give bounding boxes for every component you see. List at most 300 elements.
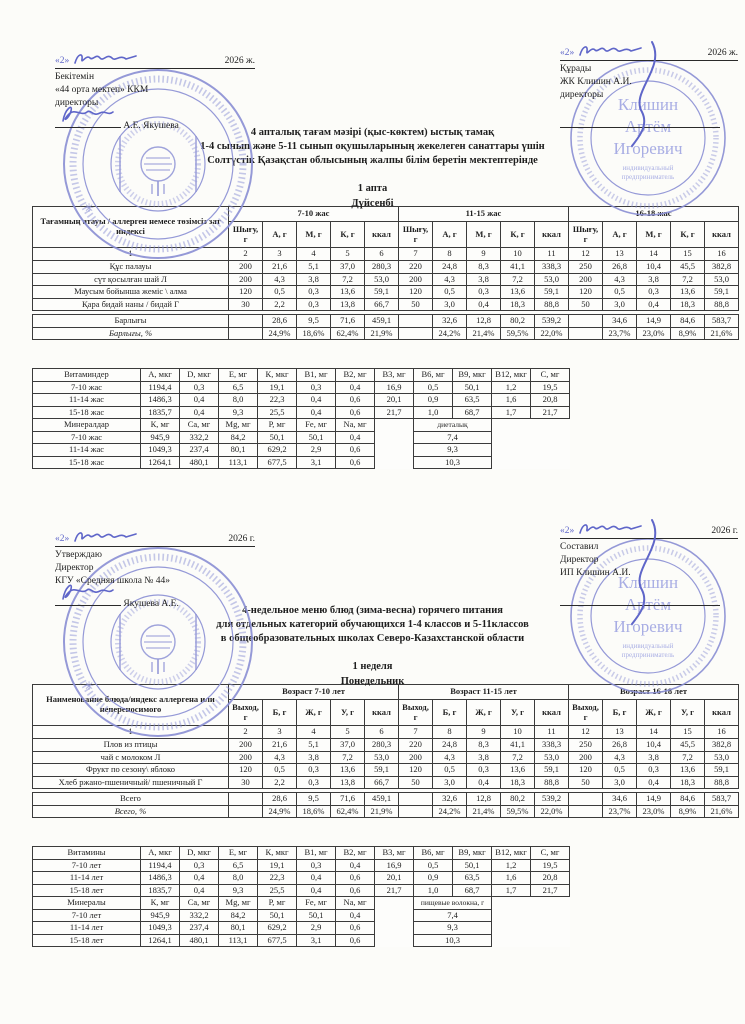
approval-line-3: КГУ «Средняя школа № 44»: [55, 575, 170, 586]
nutrient-col-header: М, г: [467, 222, 501, 248]
totals-percent-row-value: 23,7%: [603, 805, 637, 818]
spacer: [375, 444, 414, 457]
dish-value: 0,4: [467, 776, 501, 789]
week-label: 1 неделя: [352, 660, 393, 672]
mineral-value: 629,2: [258, 922, 297, 935]
vitamin-value: 50,1: [453, 859, 492, 872]
dish-value: 3,0: [603, 776, 637, 789]
dish-value: 5,1: [297, 739, 331, 752]
spacer: [375, 934, 414, 947]
totals-percent-row-value: 23,7%: [603, 327, 637, 340]
vitamin-row: [33, 884, 570, 897]
approval-signer-name: Якушева А.Е.: [123, 599, 179, 610]
fiber-value: 10,3: [414, 934, 492, 947]
minerals-header-row: [33, 897, 570, 910]
dish-value: 59,1: [365, 286, 399, 299]
menu-row: [33, 286, 739, 299]
dish-value: 50: [399, 298, 433, 311]
dish-value: 7,2: [331, 273, 365, 286]
title-line-2: для отдельных категорий обучающихся 1-4 классов и 5-11классов: [216, 619, 529, 631]
dish-value: 3,0: [433, 776, 467, 789]
dish-name: Құс палауы: [33, 261, 229, 274]
vitamin-col-header: Е, мг: [219, 369, 258, 382]
dish-value: 8,3: [467, 739, 501, 752]
spacer: [375, 419, 414, 432]
vitamin-value: 1835,7: [141, 406, 180, 419]
approval-date-day: «2»: [55, 56, 70, 67]
vitamin-value: 22,3: [258, 872, 297, 885]
vitamin-value: 0,3: [180, 859, 219, 872]
column-number: 8: [433, 248, 467, 261]
composer-line-2: ЖК Клишин А.И.: [560, 76, 632, 87]
dish-name: Плов из птицы: [33, 739, 229, 752]
menu-row: [33, 261, 739, 274]
minerals-header: Минералы: [33, 897, 141, 910]
spacer: [375, 456, 414, 469]
mineral-value: 1264,1: [141, 456, 180, 469]
vitamin-value: 0,3: [297, 381, 336, 394]
vitamin-value: 1194,4: [141, 381, 180, 394]
nutrients-table: [32, 846, 570, 947]
totals-row-value: 539,2: [535, 315, 569, 328]
dish-value: 250: [569, 261, 603, 274]
dish-name: сүт қосылған шай Л: [33, 273, 229, 286]
dish-value: 50: [569, 776, 603, 789]
dish-value: 0,3: [467, 764, 501, 777]
composer-date-day: «2»: [560, 526, 575, 537]
totals-row-value: [399, 793, 433, 806]
dish-value: 338,3: [535, 261, 569, 274]
nutrient-col-header: Выход, г: [229, 700, 263, 726]
nutrient-col-header: К, г: [331, 222, 365, 248]
totals-row-value: [229, 793, 263, 806]
nutrient-col-header: М, г: [297, 222, 331, 248]
totals-row-value: 32,6: [433, 315, 467, 328]
totals-percent-row-label: Всего, %: [33, 805, 229, 818]
dish-value: 45,5: [671, 261, 705, 274]
stamp-name-line-3: Игоревич: [613, 139, 683, 158]
signature-flourish-scribble: [612, 516, 672, 628]
mineral-value: 80,1: [219, 922, 258, 935]
vitamin-value: 21,7: [375, 406, 414, 419]
vitamin-col-header: В9, мкг: [453, 369, 492, 382]
dish-value: 280,3: [365, 739, 399, 752]
menu-row: [33, 764, 739, 777]
totals-percent-row-value: 62,4%: [331, 805, 365, 818]
mineral-col-header: К, мг: [141, 897, 180, 910]
vitamin-value: 0,9: [414, 872, 453, 885]
vitamin-value: 0,6: [336, 884, 375, 897]
vitamin-value: 19,5: [531, 381, 570, 394]
dish-value: 0,4: [467, 298, 501, 311]
handwritten-month-scribble: [72, 528, 142, 546]
mineral-value: 84,2: [219, 431, 258, 444]
dish-name: Маусым бойынша жеміс \ алма: [33, 286, 229, 299]
approval-block: [55, 528, 255, 611]
age-group-header: 7-10 жас: [229, 207, 399, 222]
nutrient-col-header: К, г: [501, 222, 535, 248]
minerals-header-row: [33, 419, 570, 432]
column-number: 2: [229, 726, 263, 739]
stamp-subtitle-line-1: индивидуальный: [622, 642, 674, 650]
vitamin-col-header: В1, мг: [297, 369, 336, 382]
vitamin-col-header: В6, мг: [414, 369, 453, 382]
dish-value: 0,3: [297, 776, 331, 789]
column-number: 11: [535, 248, 569, 261]
dish-value: 0,3: [297, 298, 331, 311]
column-number: 11: [535, 726, 569, 739]
dish-name: Хлеб ржано-пшеничный/ пшеничный Г: [33, 776, 229, 789]
totals-row-value: 459,1: [365, 315, 399, 328]
spacer: [492, 909, 531, 922]
spacer: [375, 909, 414, 922]
vitamin-value: 1486,3: [141, 394, 180, 407]
totals-percent-row-value: 21,9%: [365, 805, 399, 818]
age-row-label: 7-10 жас: [33, 431, 141, 444]
mineral-col-header: Mg, мг: [219, 897, 258, 910]
totals-row-value: 539,2: [535, 793, 569, 806]
fiber-value: 7,4: [414, 431, 492, 444]
nutrient-col-header: ккал: [365, 222, 399, 248]
vitamin-value: 0,4: [180, 872, 219, 885]
vitamin-value: 20,8: [531, 872, 570, 885]
dish-value: 0,4: [637, 776, 671, 789]
totals-row-value: 14,9: [637, 315, 671, 328]
menu-row: [33, 273, 739, 286]
dish-value: 13,8: [331, 776, 365, 789]
dish-value: 200: [399, 751, 433, 764]
dish-value: 18,3: [501, 298, 535, 311]
vitamin-value: 0,3: [180, 381, 219, 394]
mineral-col-header: Fe, мг: [297, 419, 336, 432]
approval-date-year: 2026 г.: [228, 534, 255, 545]
vitamin-col-header: D, мкг: [180, 369, 219, 382]
age-row-label: 7-10 жас: [33, 381, 141, 394]
mineral-row: [33, 922, 570, 935]
dish-value: 7,2: [331, 751, 365, 764]
vitamin-value: 0,4: [336, 381, 375, 394]
dish-value: 66,7: [365, 776, 399, 789]
column-number: 14: [637, 248, 671, 261]
dish-value: 26,8: [603, 739, 637, 752]
spacer: [492, 922, 531, 935]
age-row-label: 15-18 жас: [33, 456, 141, 469]
column-number: 5: [331, 248, 365, 261]
title-line-1: 4 апталық тағам мәзірі (қыс-көктем) ыстық тамақ: [250, 127, 495, 138]
dish-value: 13,6: [501, 764, 535, 777]
dish-value: 5,1: [297, 261, 331, 274]
dish-value: 120: [399, 764, 433, 777]
composer-date-day: «2»: [560, 48, 575, 59]
stamp-name-line-1: Клишин: [617, 95, 679, 114]
dish-value: 18,3: [671, 776, 705, 789]
dish-value: 59,1: [535, 764, 569, 777]
totals-row: [33, 315, 739, 328]
dish-value: 50: [399, 776, 433, 789]
dish-value: 13,6: [501, 286, 535, 299]
mineral-row: [33, 934, 570, 947]
vitamin-value: 6,5: [219, 381, 258, 394]
nutrient-col-header: ккал: [705, 222, 739, 248]
composer-line-3: директоры: [560, 89, 604, 100]
composer-line-1: Составил: [560, 542, 599, 552]
dish-value: 2,2: [263, 776, 297, 789]
vitamin-col-header: А, мкг: [141, 369, 180, 382]
totals-row-value: 80,2: [501, 315, 535, 328]
title-line-1: 4-недельное меню блюд (зима-весна) горячего питания: [242, 605, 503, 616]
totals-row-value: 583,7: [705, 315, 739, 328]
stamp-name-line-2: Артём: [624, 595, 672, 614]
mineral-value: 945,9: [141, 431, 180, 444]
mineral-col-header: Na, мг: [336, 897, 375, 910]
age-row-label: 11-14 лет: [33, 872, 141, 885]
totals-percent-row-label: Барлығы, %: [33, 327, 229, 340]
mineral-col-header: Са, мг: [180, 419, 219, 432]
vitamin-value: 19,1: [258, 381, 297, 394]
totals-percent-row-value: [229, 327, 263, 340]
nutrient-col-header: У, г: [671, 700, 705, 726]
vitamin-value: 20,8: [531, 394, 570, 407]
spacer: [492, 444, 531, 457]
mineral-value: 0,6: [336, 922, 375, 935]
vitamin-value: 1,0: [414, 406, 453, 419]
column-number: 9: [467, 248, 501, 261]
vitamins-header: Витаминдер: [33, 369, 141, 382]
approval-line-3: директоры: [55, 97, 99, 108]
dish-value: 7,2: [501, 273, 535, 286]
menu-row: [33, 739, 739, 752]
totals-percent-row-value: 24,2%: [433, 327, 467, 340]
vitamin-value: 1835,7: [141, 884, 180, 897]
spacer: [375, 431, 414, 444]
mineral-value: 677,5: [258, 456, 297, 469]
column-number: 6: [365, 726, 399, 739]
vitamin-value: 0,4: [297, 394, 336, 407]
spacer: [531, 444, 570, 457]
vitamin-col-header: В1, мг: [297, 847, 336, 860]
vitamins-header-row: [33, 369, 570, 382]
vitamin-value: 0,4: [180, 884, 219, 897]
vitamin-col-header: В2, мг: [336, 847, 375, 860]
spacer: [531, 431, 570, 444]
mineral-value: 332,2: [180, 909, 219, 922]
totals-row-value: 583,7: [705, 793, 739, 806]
vitamin-col-header: С, мг: [531, 847, 570, 860]
dish-value: 4,3: [603, 273, 637, 286]
totals-row-value: 9,5: [297, 315, 331, 328]
composer-date-year: 2026 г.: [711, 526, 738, 537]
dish-value: 13,6: [331, 764, 365, 777]
dish-value: 0,3: [637, 764, 671, 777]
totals-row-value: 34,6: [603, 315, 637, 328]
dish-value: 24,8: [433, 739, 467, 752]
column-number: 5: [331, 726, 365, 739]
column-number: 12: [569, 726, 603, 739]
mineral-row: [33, 444, 570, 457]
column-number: 9: [467, 726, 501, 739]
vitamin-value: 1,7: [492, 406, 531, 419]
dish-value: 3,8: [467, 273, 501, 286]
spacer: [531, 922, 570, 935]
mineral-col-header: Р, мг: [258, 897, 297, 910]
composer-line-3: ИП Клишин А.И.: [560, 567, 631, 578]
totals-percent-row-value: 8,9%: [671, 805, 705, 818]
nutrient-col-header: Б, г: [433, 700, 467, 726]
mineral-value: 677,5: [258, 934, 297, 947]
dish-value: 4,3: [263, 751, 297, 764]
mineral-col-header: Р, мг: [258, 419, 297, 432]
dish-value: 3,8: [297, 751, 331, 764]
totals-percent-row-value: [399, 805, 433, 818]
column-number: 16: [705, 726, 739, 739]
nutrient-col-header: А, г: [433, 222, 467, 248]
vitamin-value: 1486,3: [141, 872, 180, 885]
dish-value: 3,0: [433, 298, 467, 311]
vitamin-value: 63,5: [453, 872, 492, 885]
vitamin-value: 68,7: [453, 406, 492, 419]
nutrient-col-header: Выход, г: [399, 700, 433, 726]
vitamin-value: 19,5: [531, 859, 570, 872]
age-group-header: Возраст 11-15 лет: [399, 685, 569, 700]
dish-value: 4,3: [263, 273, 297, 286]
dish-value: 37,0: [331, 739, 365, 752]
column-number: 8: [433, 726, 467, 739]
vitamin-value: 9,3: [219, 406, 258, 419]
totals-row-value: 12,8: [467, 793, 501, 806]
totals-percent-row-value: [399, 327, 433, 340]
approval-line-1: Утверждаю: [55, 550, 102, 560]
dish-value: 13,6: [671, 764, 705, 777]
dish-value: 66,7: [365, 298, 399, 311]
dish-value: 21,6: [263, 739, 297, 752]
totals-row-value: 9,5: [297, 793, 331, 806]
totals-percent-row-value: 21,4%: [467, 805, 501, 818]
signature-flourish-scribble: [612, 38, 672, 150]
mineral-value: 80,1: [219, 444, 258, 457]
totals-row-value: 80,2: [501, 793, 535, 806]
vitamin-value: 1,7: [492, 884, 531, 897]
section-russian: [0, 478, 745, 990]
dish-value: 120: [399, 286, 433, 299]
totals-row-value: [569, 793, 603, 806]
nutrient-col-header: Б, г: [263, 700, 297, 726]
vitamin-value: 50,1: [453, 381, 492, 394]
vitamin-col-header: А, мкг: [141, 847, 180, 860]
dish-value: 53,0: [365, 273, 399, 286]
vitamins-header: Витамины: [33, 847, 141, 860]
dish-value: 50: [569, 298, 603, 311]
totals-percent-row-value: 18,6%: [297, 327, 331, 340]
totals-percent-row-value: 59,5%: [501, 805, 535, 818]
menu-label-header: Наименование блюда/индекс аллергена или непереносимого: [33, 685, 229, 726]
vitamin-col-header: D, мкг: [180, 847, 219, 860]
column-number: 7: [399, 248, 433, 261]
nutrient-col-header: Выход, г: [569, 700, 603, 726]
column-number: 13: [603, 726, 637, 739]
dish-value: 200: [229, 739, 263, 752]
mineral-row: [33, 909, 570, 922]
mineral-value: 113,1: [219, 456, 258, 469]
dish-value: 0,5: [433, 286, 467, 299]
title-line-2: 1-4 сынып және 5-11 сынып оқушыларының жекелеген санаттары үшін: [200, 141, 545, 153]
totals-percent-row-value: 21,6%: [705, 327, 739, 340]
totals-percent-row-value: 23,0%: [637, 805, 671, 818]
nutrient-col-header: Ж, г: [637, 700, 671, 726]
column-number: 6: [365, 248, 399, 261]
stamp-name-line-3: Игоревич: [613, 617, 683, 636]
totals-percent-row-value: [229, 805, 263, 818]
dish-value: 382,8: [705, 261, 739, 274]
fiber-value: 9,3: [414, 444, 492, 457]
vitamin-value: 20,1: [375, 394, 414, 407]
stamp-subtitle-line-2: предприниматель: [621, 173, 675, 181]
spacer: [492, 897, 531, 910]
dish-name: чай с молоком Л: [33, 751, 229, 764]
stamp-star-icon: ✳: [84, 679, 95, 693]
totals-row-value: 28,6: [263, 315, 297, 328]
mineral-value: 50,1: [258, 909, 297, 922]
vitamin-value: 1,2: [492, 859, 531, 872]
dish-value: 0,5: [263, 286, 297, 299]
column-number: 15: [671, 726, 705, 739]
totals-percent-row-value: 21,6%: [705, 805, 739, 818]
nutrient-col-header: ккал: [535, 700, 569, 726]
mineral-col-header: Na, мг: [336, 419, 375, 432]
vitamin-value: 0,6: [336, 394, 375, 407]
vitamin-value: 1,6: [492, 872, 531, 885]
vitamin-value: 0,3: [297, 859, 336, 872]
totals-percent-row-value: 24,9%: [263, 805, 297, 818]
dish-value: 2,2: [263, 298, 297, 311]
totals-row-value: 34,6: [603, 793, 637, 806]
totals-percent-row-value: 21,9%: [365, 327, 399, 340]
fiber-header: диеталық: [414, 419, 492, 432]
nutrient-col-header: А, г: [263, 222, 297, 248]
mineral-row: [33, 431, 570, 444]
age-group-header: 16-18 жас: [569, 207, 739, 222]
column-number: 14: [637, 726, 671, 739]
dish-value: 37,0: [331, 261, 365, 274]
dish-value: 4,3: [433, 751, 467, 764]
mineral-value: 50,1: [297, 909, 336, 922]
dish-value: 26,8: [603, 261, 637, 274]
vitamin-value: 25,5: [258, 406, 297, 419]
totals-row-value: 459,1: [365, 793, 399, 806]
dish-value: 250: [569, 739, 603, 752]
dish-value: 3,8: [637, 273, 671, 286]
age-row-label: 15-18 жас: [33, 406, 141, 419]
totals-row-value: 84,6: [671, 315, 705, 328]
nutrient-col-header: Ж, г: [467, 700, 501, 726]
vitamin-value: 1,2: [492, 381, 531, 394]
totals-percent-row-value: 23,0%: [637, 327, 671, 340]
vitamin-row: [33, 406, 570, 419]
composer-line-2: Директор: [560, 554, 599, 565]
dish-value: 53,0: [535, 751, 569, 764]
vitamin-value: 22,3: [258, 394, 297, 407]
approval-date-line: [55, 50, 255, 69]
totals-row-value: 71,6: [331, 793, 365, 806]
vitamin-value: 19,1: [258, 859, 297, 872]
column-number: 2: [229, 248, 263, 261]
mineral-col-header: К, мг: [141, 419, 180, 432]
vitamin-value: 0,9: [414, 394, 453, 407]
dish-value: 53,0: [535, 273, 569, 286]
vitamin-value: 68,7: [453, 884, 492, 897]
vitamin-value: 0,4: [180, 394, 219, 407]
spacer: [531, 456, 570, 469]
age-group-header: Возраст 16-18 лет: [569, 685, 739, 700]
